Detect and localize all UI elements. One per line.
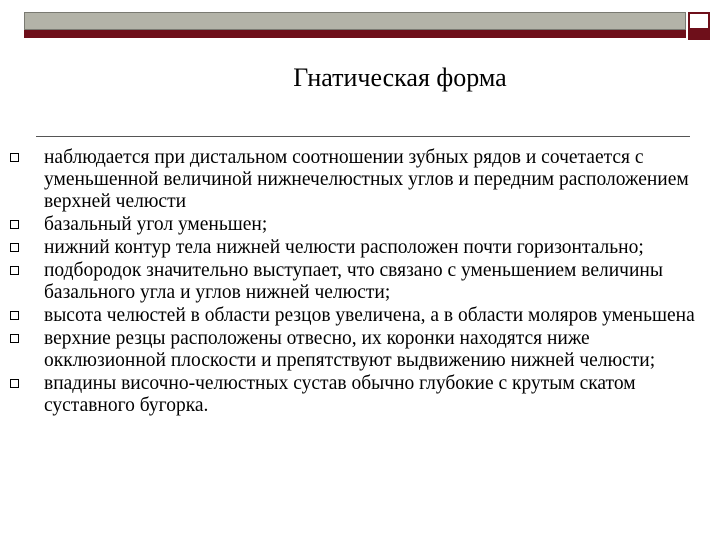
bullet-text: впадины височно-челюстных сустав обычно глубокие с крутым скатом суставного бугорка. bbox=[44, 373, 636, 416]
bullet-item bbox=[0, 237, 720, 259]
bullet-item bbox=[0, 260, 720, 304]
bullet-text: верхние резцы расположены отвесно, их коронки находятся ниже окклюзионной плоскости и препятствуют выдвижению нижней челюсти; bbox=[44, 328, 656, 371]
bullet-item bbox=[0, 373, 720, 417]
slide-title: Гнатическая форма bbox=[293, 63, 507, 92]
bullet-text: базальный угол уменьшен; bbox=[44, 214, 268, 235]
hollow-square-bullet-icon bbox=[10, 311, 19, 320]
bullet-text: наблюдается при дистальном соотношении зубных рядов и сочетается с уменьшенной величиной нижнечелюстных углов и передним расположением верхней челюсти bbox=[44, 147, 689, 212]
bullet-text: нижний контур тела нижней челюсти расположен почти горизонтально; bbox=[44, 237, 644, 258]
bullet-item bbox=[0, 328, 720, 372]
hollow-square-bullet-icon bbox=[10, 220, 19, 229]
hollow-square-bullet-icon bbox=[10, 266, 19, 275]
bullet-text: высота челюстей в области резцов увеличена, а в области моляров уменьшена bbox=[44, 305, 695, 326]
header-bar bbox=[24, 12, 686, 30]
hollow-square-bullet-icon bbox=[10, 334, 19, 343]
hollow-square-bullet-icon bbox=[10, 243, 19, 252]
hollow-square-bullet-icon bbox=[10, 379, 19, 388]
title-divider bbox=[36, 136, 690, 137]
bullet-list bbox=[0, 147, 720, 418]
corner-accent-block bbox=[688, 30, 710, 40]
bullet-item bbox=[0, 214, 720, 236]
bullet-item bbox=[0, 147, 720, 213]
hollow-square-bullet-icon bbox=[10, 153, 19, 162]
bullet-item bbox=[0, 305, 720, 327]
corner-square-icon bbox=[688, 12, 710, 30]
header-accent-stripe bbox=[24, 30, 686, 38]
bullet-text: подбородок значительно выступает, что связано с уменьшением величины базального угла и углов нижней челюсти; bbox=[44, 260, 663, 303]
